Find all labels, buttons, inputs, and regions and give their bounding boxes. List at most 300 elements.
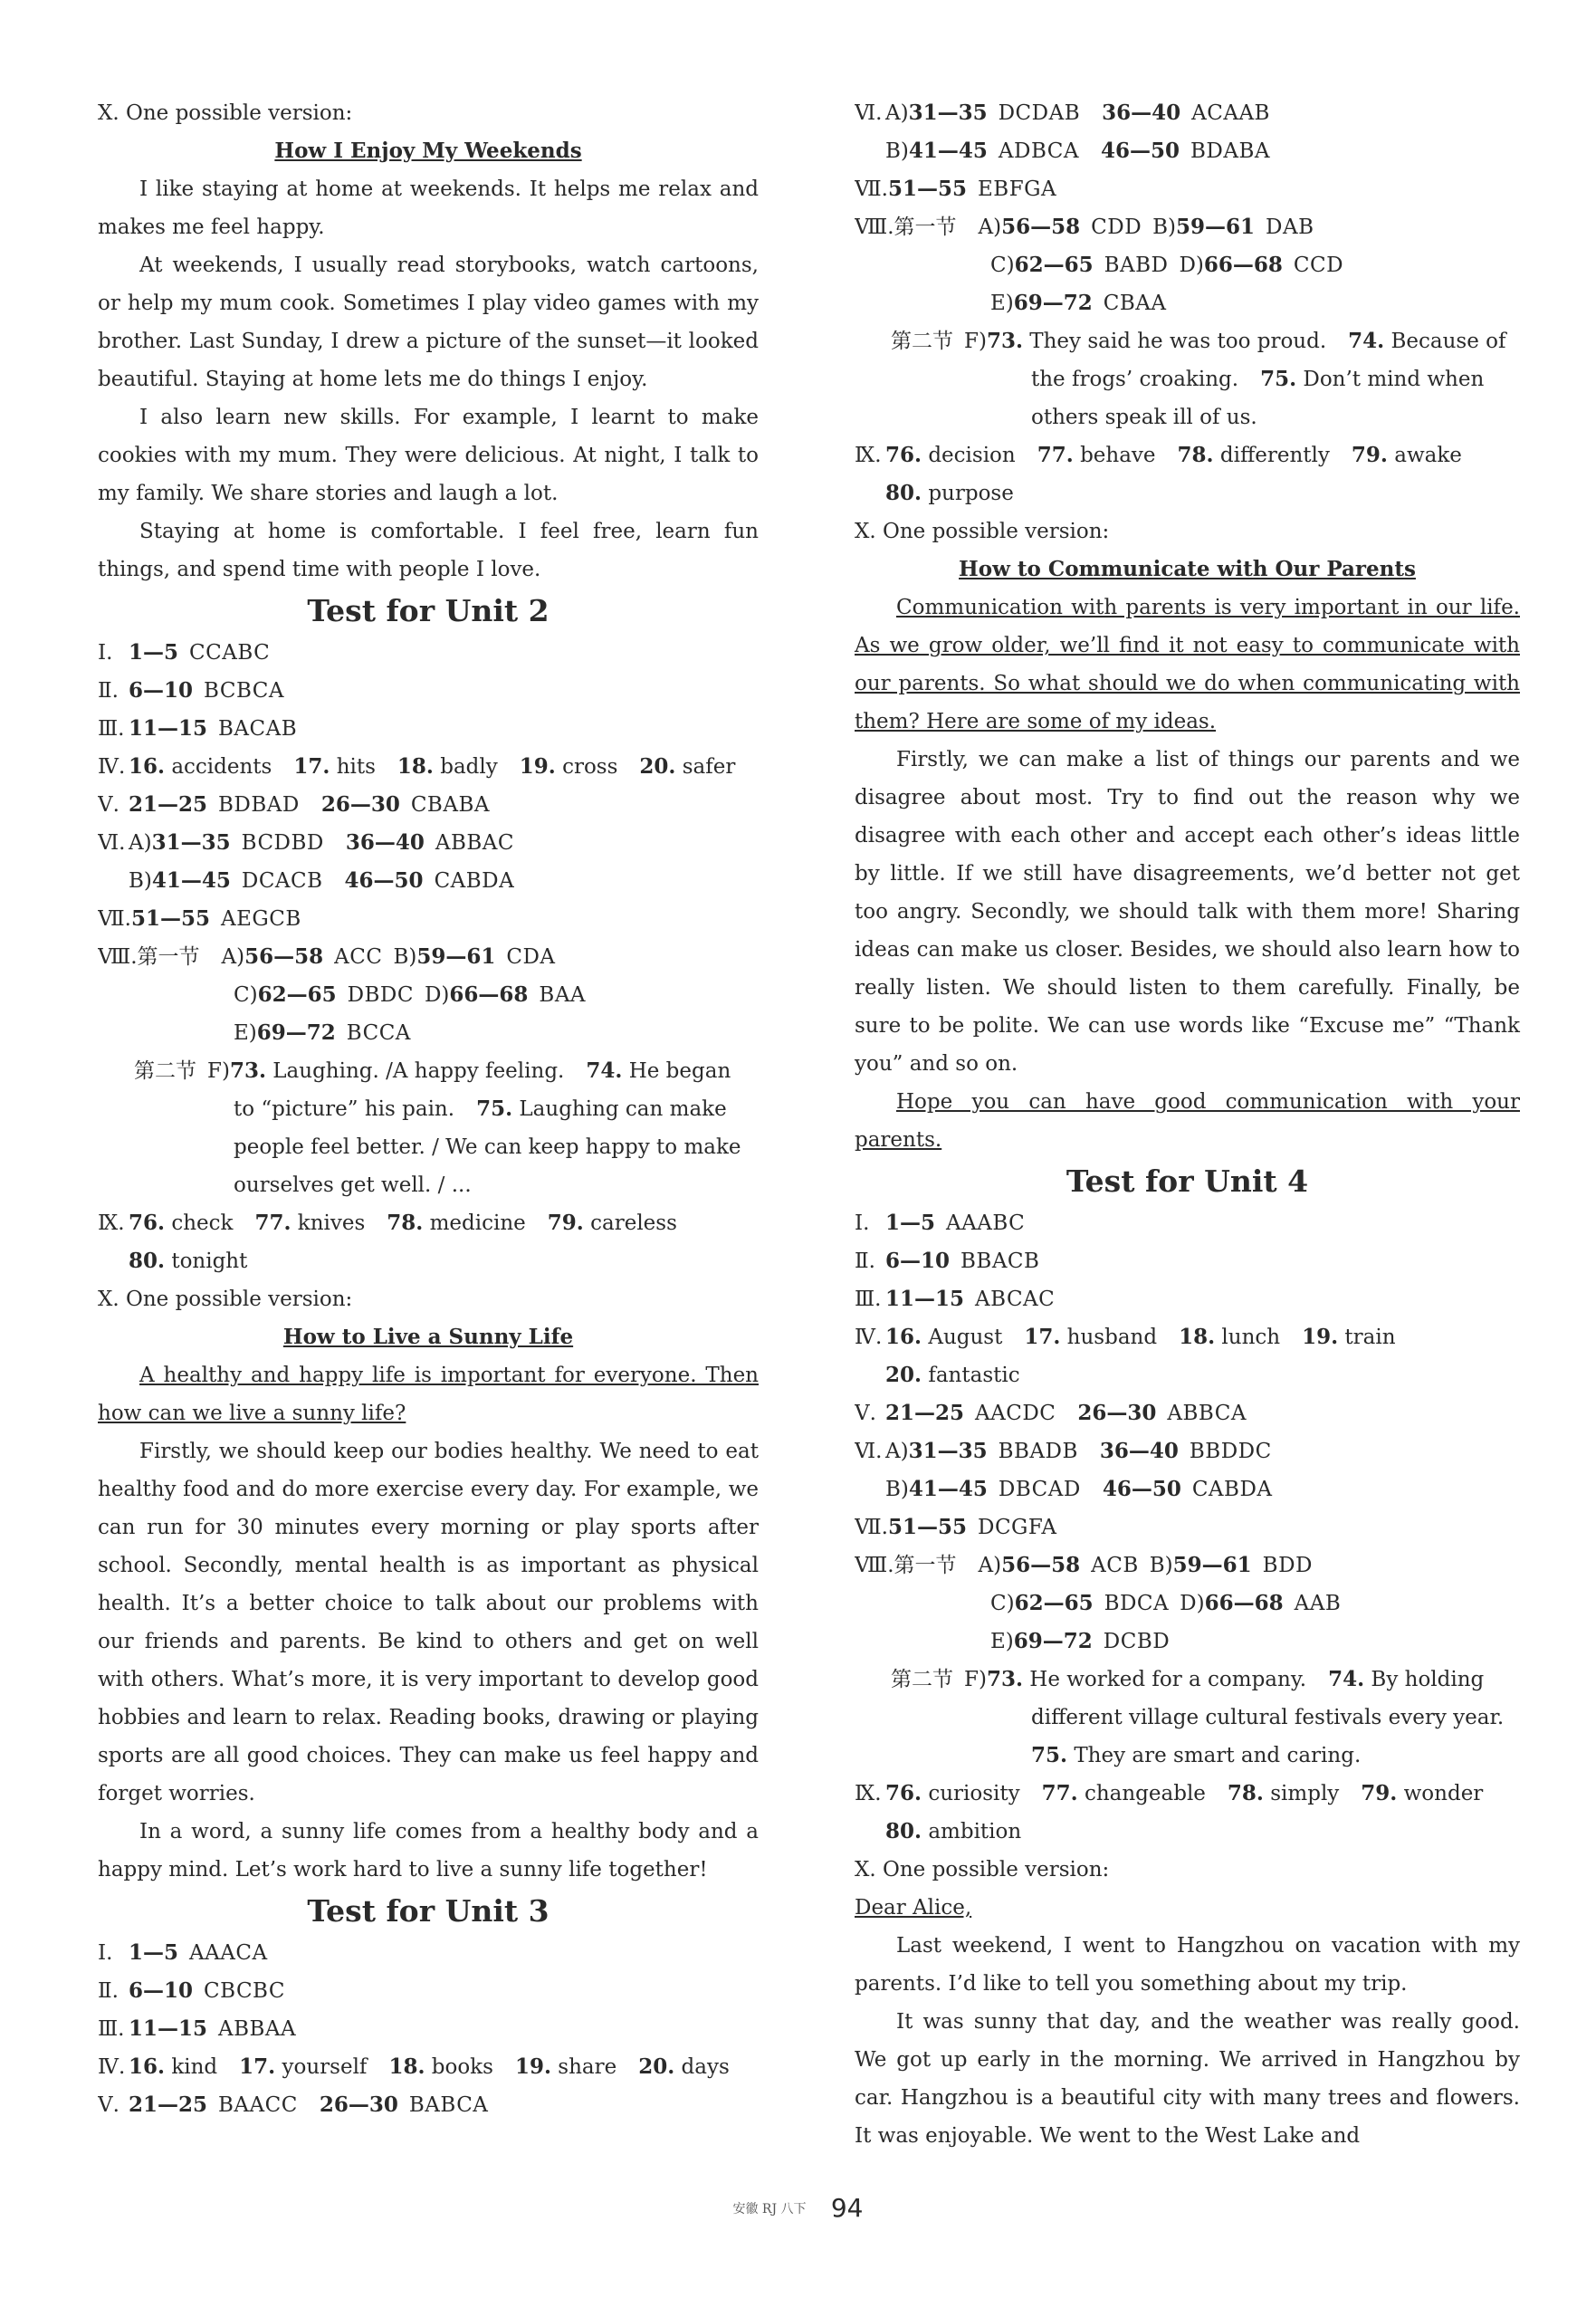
range: 41—45 bbox=[908, 1477, 988, 1501]
item-answer: changeable bbox=[1084, 1782, 1206, 1805]
item-number: 18. bbox=[388, 2054, 425, 2079]
answer-row bbox=[855, 1775, 1520, 1813]
answer-row bbox=[855, 1737, 1520, 1775]
answer-row bbox=[855, 1242, 1520, 1280]
answers: BAACC bbox=[218, 2093, 298, 2117]
item-number: 80. bbox=[885, 1819, 922, 1843]
answer-row bbox=[855, 474, 1520, 512]
item-number: 19. bbox=[519, 754, 556, 779]
letter-greeting: Dear Alice, bbox=[855, 1896, 972, 1920]
item-answer: behave bbox=[1080, 444, 1156, 467]
item-answer: hits bbox=[336, 755, 376, 779]
item-answer: careless bbox=[590, 1211, 677, 1235]
item-number: 79. bbox=[1361, 1781, 1398, 1805]
range: 26—30 bbox=[319, 2092, 398, 2117]
item-answer: books bbox=[431, 2055, 493, 2079]
item-number: 17. bbox=[1024, 1325, 1061, 1349]
range: 41—45 bbox=[151, 868, 231, 893]
essay-title: How to Communicate with Our Parents bbox=[959, 557, 1416, 581]
answer-row bbox=[855, 1699, 1520, 1737]
item-answer: Laughing. /A happy feeling. bbox=[272, 1059, 565, 1083]
answer-row bbox=[855, 1204, 1520, 1242]
section-label: 第一节 bbox=[894, 1554, 957, 1577]
part-label: F) bbox=[207, 1059, 230, 1083]
item-number: 19. bbox=[514, 2054, 551, 2079]
essay-paragraph: I like staying at home at weekends. It helps me relax and makes me feel happy. bbox=[98, 177, 759, 239]
range: 56—58 bbox=[1001, 1553, 1081, 1577]
answer-row bbox=[98, 634, 759, 672]
answers: BABD bbox=[1104, 254, 1169, 277]
answers: ABBAC bbox=[435, 831, 514, 855]
answer-row bbox=[855, 246, 1520, 284]
answers: BBDDC bbox=[1189, 1440, 1272, 1463]
essay-paragraph: In a word, a sunny life comes from a healthy body and a happy mind. Let’s work hard to live a sunny life together! bbox=[98, 1820, 759, 1881]
section-x-header: Ⅹ. One possible version: bbox=[98, 101, 353, 125]
answers: DBCAD bbox=[998, 1478, 1081, 1501]
answers: BCDBD bbox=[241, 831, 324, 855]
range: 31—35 bbox=[908, 1439, 988, 1463]
answer-row bbox=[98, 1934, 759, 1972]
item-number: 18. bbox=[1179, 1325, 1216, 1349]
row-number: Ⅶ. bbox=[98, 907, 131, 931]
range: 62—65 bbox=[1014, 1591, 1094, 1615]
range: 69—72 bbox=[256, 1020, 336, 1045]
part-label: A) bbox=[885, 1440, 909, 1463]
item-number: 20. bbox=[639, 754, 676, 779]
answer-row bbox=[855, 1585, 1520, 1623]
row-number: Ⅴ. bbox=[98, 793, 119, 817]
range: 11—15 bbox=[129, 716, 208, 741]
row-number: Ⅲ. bbox=[855, 1288, 882, 1311]
item-answer: awake bbox=[1394, 444, 1462, 467]
item-answer: ambition bbox=[928, 1820, 1022, 1843]
row-number: Ⅶ. bbox=[855, 177, 888, 201]
range: 1—5 bbox=[885, 1211, 936, 1235]
item-answer: lunch bbox=[1221, 1326, 1281, 1349]
row-number: Ⅶ. bbox=[855, 1516, 888, 1539]
answers: DCBD bbox=[1103, 1630, 1171, 1653]
part-label: F) bbox=[964, 1668, 987, 1691]
answer-row bbox=[98, 710, 759, 748]
answer-row bbox=[98, 1204, 759, 1242]
part-label: B) bbox=[1149, 1554, 1173, 1577]
answers: CBAA bbox=[1103, 292, 1167, 315]
part-label: D) bbox=[1179, 254, 1204, 277]
answers: CABDA bbox=[434, 869, 515, 893]
page-number: 94 bbox=[830, 2193, 864, 2223]
row-number: Ⅰ. bbox=[98, 641, 113, 665]
row-number: Ⅵ. bbox=[855, 101, 883, 125]
row-number: Ⅳ. bbox=[855, 1326, 883, 1349]
item-number: 16. bbox=[129, 754, 166, 779]
row-number: Ⅳ. bbox=[98, 2055, 126, 2079]
unit2-title: Test for Unit 2 bbox=[307, 593, 550, 628]
item-number: 73. bbox=[986, 329, 1023, 353]
range: 56—58 bbox=[1001, 215, 1081, 239]
item-answer: husband bbox=[1066, 1326, 1158, 1349]
answer-row bbox=[98, 1090, 759, 1128]
essay-intro: A healthy and happy life is important for everyone. Then how can we live a sunny life? bbox=[98, 1364, 759, 1425]
part-label: B) bbox=[393, 945, 417, 969]
item-number: 80. bbox=[885, 481, 922, 505]
row-number: Ⅴ. bbox=[855, 1402, 876, 1425]
row-number: Ⅸ. bbox=[855, 1782, 882, 1805]
answer-row bbox=[98, 786, 759, 824]
section-label: 第二节 bbox=[891, 1668, 953, 1691]
essay-ending: Hope you can have good communication with your parents. bbox=[855, 1090, 1520, 1152]
part-label: C) bbox=[990, 254, 1015, 277]
range: 46—50 bbox=[344, 868, 424, 893]
item-answer: They said he was too proud. bbox=[1029, 330, 1327, 353]
answers: ABBAA bbox=[218, 2017, 297, 2041]
range: 6—10 bbox=[129, 678, 194, 703]
page-footer bbox=[0, 2193, 1596, 2223]
section-label: 第二节 bbox=[134, 1059, 196, 1083]
part-label: E) bbox=[990, 292, 1014, 315]
part-label: C) bbox=[234, 983, 258, 1007]
answer-row bbox=[98, 976, 759, 1014]
item-number: 18. bbox=[397, 754, 434, 779]
item-number: 73. bbox=[986, 1667, 1023, 1691]
item-answer: check bbox=[171, 1211, 234, 1235]
item-answer: knives bbox=[297, 1211, 366, 1235]
item-answer: He began bbox=[628, 1059, 731, 1083]
answer-row bbox=[855, 284, 1520, 322]
section-label: 第一节 bbox=[894, 215, 957, 239]
item-number: 77. bbox=[1041, 1781, 1078, 1805]
answer-row bbox=[855, 1356, 1520, 1394]
answer-row bbox=[855, 1623, 1520, 1661]
answers: ADBCA bbox=[998, 139, 1079, 163]
essay-paragraph: Staying at home is comfortable. I feel free, learn fun things, and spend time with people I love. bbox=[98, 520, 759, 581]
answer-row bbox=[98, 938, 759, 976]
range: 69—72 bbox=[1013, 291, 1093, 315]
range: 51—55 bbox=[888, 1515, 968, 1539]
row-number: Ⅵ. bbox=[855, 1440, 883, 1463]
range: 51—55 bbox=[131, 906, 211, 931]
item-answer: train bbox=[1344, 1326, 1396, 1349]
answer-row bbox=[855, 1546, 1520, 1585]
answers: ACAAB bbox=[1191, 101, 1270, 125]
range: 6—10 bbox=[129, 1978, 194, 2003]
essay-paragraph: Firstly, we should keep our bodies healthy. We need to eat healthy food and do more exercise every day. For example, we can run for 30 minutes every morning or play sports after school. Secondly, mental health is as important as physical health. It’s a better choice to talk about our problems with our friends and parents. Be kind to others and get on well with others. What’s more, it is very important to develop good hobbies and learn to relax. Reading books, drawing or playing sports are all good choices. They can make us feel happy and forget worries. bbox=[98, 1440, 759, 1805]
part-label: F) bbox=[964, 330, 987, 353]
item-number: 77. bbox=[1037, 443, 1074, 467]
unit3-title: Test for Unit 3 bbox=[307, 1893, 550, 1929]
part-label: D) bbox=[424, 983, 450, 1007]
item-answer: Because of bbox=[1391, 330, 1506, 353]
answers: DBDC bbox=[347, 983, 414, 1007]
range: 69—72 bbox=[1013, 1629, 1093, 1653]
answer-row bbox=[855, 1508, 1520, 1546]
row-number: Ⅷ. bbox=[855, 1554, 894, 1577]
item-answer: August bbox=[928, 1326, 1003, 1349]
answers: CBABA bbox=[410, 793, 490, 817]
range: 36—40 bbox=[1099, 1439, 1179, 1463]
part-label: E) bbox=[990, 1630, 1014, 1653]
answers: EBFGA bbox=[978, 177, 1057, 201]
answers: BDD bbox=[1262, 1554, 1313, 1577]
part-label: E) bbox=[234, 1021, 257, 1045]
answers: AACDC bbox=[975, 1402, 1056, 1425]
part-label: B) bbox=[1152, 215, 1177, 239]
answers: AAACA bbox=[189, 1941, 268, 1965]
item-answer: purpose bbox=[928, 482, 1014, 505]
row-number: Ⅷ. bbox=[98, 945, 138, 969]
answer-row bbox=[98, 900, 759, 938]
answer-row bbox=[98, 1052, 759, 1090]
row-number: Ⅱ. bbox=[855, 1250, 875, 1273]
item-number: 78. bbox=[1227, 1781, 1264, 1805]
left-column bbox=[98, 94, 759, 2124]
answer-row bbox=[855, 1661, 1520, 1699]
answer-row bbox=[98, 1014, 759, 1052]
item-number: 20. bbox=[885, 1363, 922, 1387]
answer-row bbox=[98, 1166, 759, 1204]
part-label: A) bbox=[885, 101, 909, 125]
item-number: 77. bbox=[254, 1211, 291, 1235]
answer-row bbox=[855, 1470, 1520, 1508]
item-answer: others speak ill of us. bbox=[1031, 406, 1257, 429]
item-answer: curiosity bbox=[928, 1782, 1020, 1805]
item-number: 73. bbox=[229, 1058, 266, 1083]
item-number: 74. bbox=[586, 1058, 623, 1083]
item-number: 75. bbox=[476, 1096, 513, 1121]
answers: DCACB bbox=[241, 869, 323, 893]
answers: CABDA bbox=[1191, 1478, 1273, 1501]
item-number: 78. bbox=[1177, 443, 1214, 467]
item-answer: the frogs’ croaking. bbox=[1031, 368, 1239, 391]
answer-row bbox=[855, 170, 1520, 208]
answers: BACAB bbox=[218, 717, 298, 741]
answers: DCGFA bbox=[978, 1516, 1057, 1539]
answers: DAB bbox=[1266, 215, 1314, 239]
item-answer: people feel better. / We can keep happy to make bbox=[234, 1135, 741, 1159]
range: 66—68 bbox=[1204, 1591, 1284, 1615]
range: 21—25 bbox=[885, 1401, 965, 1425]
item-answer: decision bbox=[928, 444, 1016, 467]
item-number: 76. bbox=[129, 1211, 166, 1235]
range: 59—61 bbox=[1172, 1553, 1252, 1577]
range: 46—50 bbox=[1100, 139, 1180, 163]
item-number: 19. bbox=[1302, 1325, 1339, 1349]
range: 21—25 bbox=[129, 792, 208, 817]
range: 59—61 bbox=[416, 944, 496, 969]
answers: BBADB bbox=[998, 1440, 1078, 1463]
range: 1—5 bbox=[129, 1940, 179, 1965]
range: 21—25 bbox=[129, 2092, 208, 2117]
range: 11—15 bbox=[129, 2016, 208, 2041]
section-x-header: Ⅹ. One possible version: bbox=[98, 1288, 353, 1311]
answers: CBCBC bbox=[204, 1979, 285, 2003]
answer-row bbox=[98, 2048, 759, 2086]
item-number: 16. bbox=[885, 1325, 922, 1349]
answer-row bbox=[98, 1972, 759, 2010]
answers: ACC bbox=[334, 945, 383, 969]
item-answer: Don’t mind when bbox=[1303, 368, 1485, 391]
answer-row bbox=[855, 1432, 1520, 1470]
part-label: A) bbox=[129, 831, 152, 855]
item-answer: accidents bbox=[171, 755, 272, 779]
item-answer: differently bbox=[1219, 444, 1330, 467]
answer-row bbox=[98, 862, 759, 900]
answers: ACB bbox=[1091, 1554, 1139, 1577]
answers: CDA bbox=[506, 945, 556, 969]
right-column bbox=[855, 94, 1520, 2155]
range: 62—65 bbox=[257, 982, 337, 1007]
part-label: A) bbox=[978, 215, 1002, 239]
part-label: D) bbox=[1180, 1592, 1205, 1615]
answer-row bbox=[855, 1280, 1520, 1318]
item-answer: safer bbox=[682, 755, 736, 779]
part-label: B) bbox=[129, 869, 152, 893]
section-label: 第一节 bbox=[137, 945, 200, 969]
item-answer: kind bbox=[171, 2055, 218, 2079]
range: 66—68 bbox=[1203, 253, 1283, 277]
item-number: 76. bbox=[885, 1781, 922, 1805]
item-number: 17. bbox=[239, 2054, 276, 2079]
answer-row bbox=[855, 360, 1520, 398]
answers: AAB bbox=[1294, 1592, 1342, 1615]
row-number: Ⅴ. bbox=[98, 2093, 119, 2117]
answer-row bbox=[855, 1394, 1520, 1432]
item-number: 80. bbox=[129, 1249, 166, 1273]
row-number: Ⅷ. bbox=[855, 215, 894, 239]
item-answer: By holding bbox=[1371, 1668, 1485, 1691]
range: 26—30 bbox=[1077, 1401, 1157, 1425]
item-answer: simply bbox=[1270, 1782, 1340, 1805]
part-label: A) bbox=[978, 1554, 1002, 1577]
item-number: 74. bbox=[1328, 1667, 1365, 1691]
range: 26—30 bbox=[320, 792, 400, 817]
item-answer: Laughing can make bbox=[519, 1097, 727, 1121]
item-answer: days bbox=[681, 2055, 730, 2079]
item-answer: wonder bbox=[1403, 1782, 1484, 1805]
row-number: Ⅲ. bbox=[98, 717, 125, 741]
range: 62—65 bbox=[1014, 253, 1094, 277]
item-number: 74. bbox=[1348, 329, 1385, 353]
item-answer: tonight bbox=[171, 1250, 248, 1273]
row-number: Ⅰ. bbox=[98, 1941, 113, 1965]
answer-row bbox=[855, 322, 1520, 360]
range: 56—58 bbox=[244, 944, 324, 969]
item-answer: cross bbox=[562, 755, 618, 779]
range: 6—10 bbox=[885, 1249, 951, 1273]
item-answer: to “picture” his pain. bbox=[234, 1097, 455, 1121]
answer-row bbox=[98, 824, 759, 862]
answer-row bbox=[855, 436, 1520, 474]
range: 41—45 bbox=[908, 139, 988, 163]
essay-title: How I Enjoy My Weekends bbox=[274, 139, 582, 163]
answer-row bbox=[855, 1318, 1520, 1356]
essay-intro: Communication with parents is very important in our life. As we grow older, we’ll find it not easy to communicate with our parents. So what should we do when communicating with them? Here are some of my ideas. bbox=[855, 596, 1520, 733]
essay-paragraph: Firstly, we can make a list of things our parents and we disagree about most. Try to find out the reason why we disagree with each other and accept each other’s ideas little by little. If we still have disagreements, we’d better not get too angry. Secondly, we should talk with them more! Sharing ideas can make us closer. Besides, we should also learn how to really listen. We should listen to them carefully. Finally, be sure to be polite. We can use words like “Excuse me” “Thank you” and so on. bbox=[855, 748, 1520, 1076]
answers: CCABC bbox=[189, 641, 271, 665]
answer-row bbox=[98, 672, 759, 710]
item-answer: different village cultural festivals every year. bbox=[1031, 1706, 1505, 1729]
answers: BDABA bbox=[1190, 139, 1270, 163]
answer-row bbox=[98, 2086, 759, 2124]
row-number: Ⅵ. bbox=[98, 831, 126, 855]
answer-row bbox=[855, 94, 1520, 132]
row-number: Ⅸ. bbox=[98, 1211, 125, 1235]
row-number: Ⅱ. bbox=[98, 679, 119, 703]
letter-paragraph: Last weekend, I went to Hangzhou on vacation with my parents. I’d like to tell you something about my trip. bbox=[855, 1934, 1520, 1996]
letter-paragraph: It was sunny that day, and the weather was really good. We got up early in the morning. We arrived in Hangzhou by car. Hangzhou is a beautiful city with many trees and flowers. It was enjoyable. We went to the West Lake and bbox=[855, 2010, 1520, 2148]
answers: CDD bbox=[1091, 215, 1142, 239]
answers: AAABC bbox=[946, 1211, 1026, 1235]
answer-row bbox=[855, 208, 1520, 246]
item-number: 79. bbox=[1351, 443, 1388, 467]
answer-row bbox=[98, 1128, 759, 1166]
part-label: C) bbox=[990, 1592, 1015, 1615]
answer-row bbox=[98, 1242, 759, 1280]
item-number: 75. bbox=[1260, 367, 1297, 391]
answers: AEGCB bbox=[221, 907, 301, 931]
answers: BDCA bbox=[1104, 1592, 1170, 1615]
item-number: 20. bbox=[638, 2054, 675, 2079]
answers: ABBCA bbox=[1167, 1402, 1247, 1425]
item-number: 75. bbox=[1031, 1743, 1068, 1767]
essay-paragraph: I also learn new skills. For example, I learnt to make cookies with my mum. They were delicious. At night, I talk to my family. We share stories and laugh a lot. bbox=[98, 406, 759, 505]
essay-paragraph: At weekends, I usually read storybooks, watch cartoons, or help my mum cook. Sometimes I play video games with my brother. Last Sunday, I drew a picture of the sunset—it looked beautiful. Staying at home lets me do things I enjoy. bbox=[98, 254, 759, 391]
item-answer: ourselves get well. / ... bbox=[234, 1173, 472, 1197]
range: 46—50 bbox=[1102, 1477, 1181, 1501]
answer-row bbox=[855, 398, 1520, 436]
item-answer: fantastic bbox=[928, 1364, 1020, 1387]
range: 59—61 bbox=[1176, 215, 1256, 239]
section-x-header: Ⅹ. One possible version: bbox=[855, 520, 1110, 543]
row-number: Ⅱ. bbox=[98, 1979, 119, 2003]
unit4-title: Test for Unit 4 bbox=[1066, 1163, 1309, 1199]
answers: CCD bbox=[1293, 254, 1344, 277]
item-number: 16. bbox=[129, 2054, 166, 2079]
item-number: 17. bbox=[293, 754, 330, 779]
item-answer: yourself bbox=[282, 2055, 368, 2079]
row-number: Ⅰ. bbox=[855, 1211, 870, 1235]
item-number: 78. bbox=[387, 1211, 424, 1235]
section-label: 第二节 bbox=[891, 330, 953, 353]
row-number: Ⅳ. bbox=[98, 755, 126, 779]
part-label: A) bbox=[221, 945, 245, 969]
answer-row bbox=[855, 1813, 1520, 1851]
answers: BCBCA bbox=[204, 679, 284, 703]
range: 51—55 bbox=[888, 177, 968, 201]
item-answer: medicine bbox=[429, 1211, 526, 1235]
answers: BDBAD bbox=[218, 793, 300, 817]
answers: ABCAC bbox=[975, 1288, 1056, 1311]
range: 11—15 bbox=[885, 1287, 965, 1311]
range: 31—35 bbox=[151, 830, 231, 855]
answers: BAA bbox=[539, 983, 587, 1007]
part-label: B) bbox=[885, 139, 909, 163]
item-answer: He worked for a company. bbox=[1029, 1668, 1307, 1691]
answers: DCDAB bbox=[998, 101, 1081, 125]
item-answer: share bbox=[558, 2055, 617, 2079]
range: 31—35 bbox=[908, 101, 988, 125]
item-number: 79. bbox=[547, 1211, 584, 1235]
range: 36—40 bbox=[1102, 101, 1181, 125]
edition-mark: 安徽 RJ 八下 bbox=[732, 2201, 807, 2217]
part-label: B) bbox=[885, 1478, 909, 1501]
item-answer: They are smart and caring. bbox=[1074, 1744, 1362, 1767]
range: 66—68 bbox=[449, 982, 529, 1007]
essay-title: How to Live a Sunny Life bbox=[282, 1325, 574, 1349]
range: 1—5 bbox=[129, 640, 179, 665]
item-number: 76. bbox=[885, 443, 922, 467]
answers: BCCA bbox=[346, 1021, 411, 1045]
item-answer: badly bbox=[440, 755, 498, 779]
